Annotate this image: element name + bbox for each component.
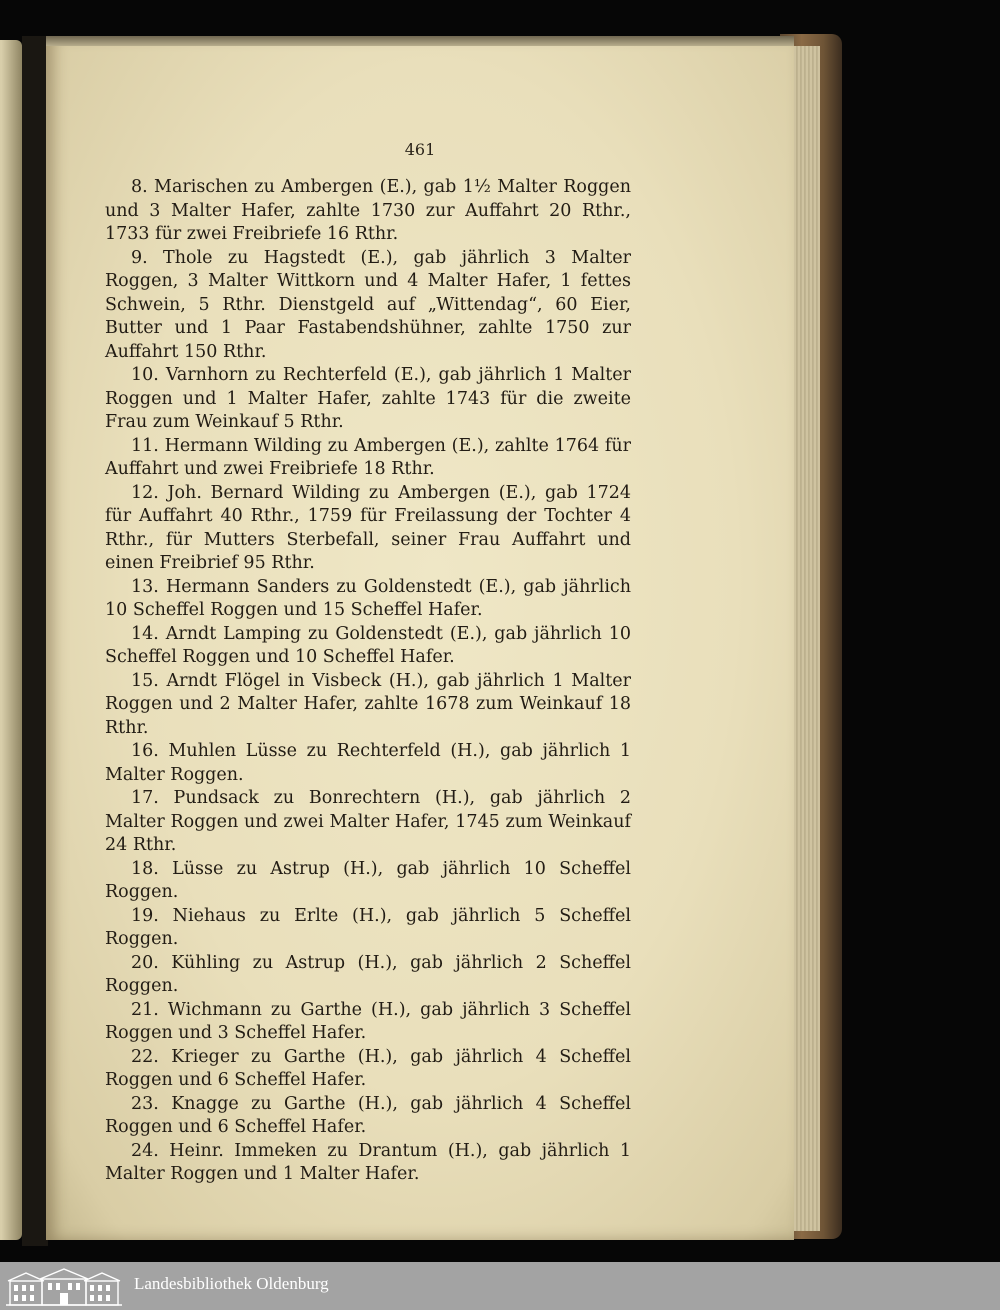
entry-21: 21. Wichmann zu Garthe (H.), gab jährlich 3 Scheffel Roggen und 3 Scheffel Hafer. xyxy=(105,999,631,1043)
entry-15: 15. Arndt Flögel in Visbeck (H.), gab jährlich 1 Malter Roggen und 2 Malter Hafer, zahlte 1678 zum Weinkauf 18 Rthr. xyxy=(105,670,631,738)
entry-19: 19. Niehaus zu Erlte (H.), gab jährlich 5 Scheffel Roggen. xyxy=(105,905,631,949)
page-number: 461 xyxy=(404,140,436,159)
entry-13: 13. Hermann Sanders zu Goldenstedt (E.), gab jährlich 10 Scheffel Roggen und 15 Scheffel Hafer. xyxy=(105,576,631,620)
entry-9: 9. Thole zu Hagstedt (E.), gab jährlich 3 Malter Roggen, 3 Malter Wittkorn und 4 Malter Hafer, 1 fettes Schwein, 5 Rthr. Dienstgeld auf „Wittendag“, 60 Eier, Butter und 1 Paar Fastabendshühner, zahlte 1750 zur Auffahrt 150 Rthr. xyxy=(105,247,631,362)
entry-24: 24. Heinr. Immeken zu Drantum (H.), gab jährlich 1 Malter Roggen und 1 Malter Hafer. xyxy=(105,1140,631,1184)
entry-11: 11. Hermann Wilding zu Ambergen (E.), zahlte 1764 für Auffahrt und zwei Freibriefe 18 Rthr. xyxy=(105,435,631,479)
entry-20: 20. Kühling zu Astrup (H.), gab jährlich 2 Scheffel Roggen. xyxy=(105,952,631,996)
entry-14: 14. Arndt Lamping zu Goldenstedt (E.), gab jährlich 10 Scheffel Roggen und 10 Scheffel Hafer. xyxy=(105,623,631,667)
entry-8: 8. Marischen zu Ambergen (E.), gab 1½ Malter Roggen und 3 Malter Hafer, zahlte 1730 zur Auffahrt 20 Rthr., 1733 für zwei Freibriefe 16 Rthr. xyxy=(105,177,631,244)
page-top-edge xyxy=(46,36,794,46)
entry-16: 16. Muhlen Lüsse zu Rechterfeld (H.), gab jährlich 1 Malter Roggen. xyxy=(105,741,631,785)
entry-10: 10. Varnhorn zu Rechterfeld (E.), gab jährlich 1 Malter Roggen und 1 Malter Hafer, zahlte 1743 für die zweite Frau zum Weinkauf 5 Rthr. xyxy=(105,365,631,432)
entry-12: 12. Joh. Bernard Wilding zu Ambergen (E.), gab 1724 für Auffahrt 40 Rthr., 1759 für Freilassung der Tochter 4 Rthr., für Mutters Sterbefall, seiner Frau Auffahrt und einen Freibrief 95 Rthr. xyxy=(105,482,631,573)
left-page-edge xyxy=(0,40,22,1240)
entry-17: 17. Pundsack zu Bonrechtern (H.), gab jährlich 2 Malter Roggen und zwei Malter Hafer, 1745 zum Weinkauf 24 Rthr. xyxy=(105,788,631,855)
library-footer-bar xyxy=(0,1262,1000,1310)
entry-18: 18. Lüsse zu Astrup (H.), gab jährlich 10 Scheffel Roggen. xyxy=(105,858,631,902)
book-gutter xyxy=(22,36,48,1246)
book-page xyxy=(46,36,794,1240)
library-name: Landesbibliothek Oldenburg xyxy=(134,1274,329,1293)
entry-22: 22. Krieger zu Garthe (H.), gab jährlich 4 Scheffel Roggen und 6 Scheffel Hafer. xyxy=(105,1046,631,1090)
entry-23: 23. Knagge zu Garthe (H.), gab jährlich 4 Scheffel Roggen und 6 Scheffel Hafer. xyxy=(105,1093,631,1137)
library-building-logo-icon xyxy=(4,1267,124,1307)
entries-list xyxy=(105,176,631,1187)
